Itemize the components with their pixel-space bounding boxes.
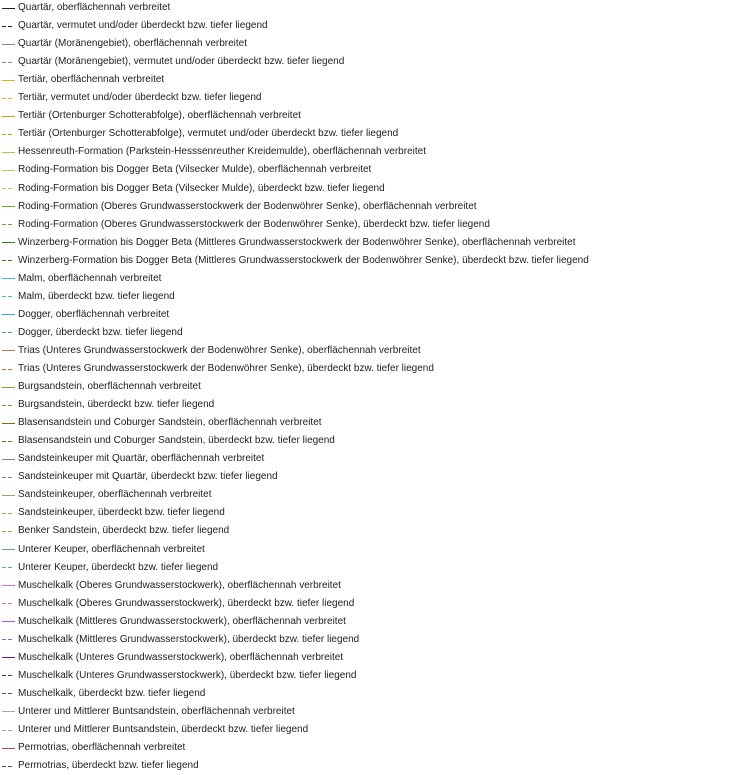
solid-line-swatch — [2, 585, 15, 586]
legend-item-label: Quartär (Moränengebiet), vermutet und/oder überdeckt bzw. tiefer liegend — [18, 56, 345, 68]
legend-item-label: Burgsandstein, überdeckt bzw. tiefer liegend — [18, 399, 215, 411]
legend-item-label: Unterer Keuper, überdeckt bzw. tiefer liegend — [18, 561, 219, 573]
dashed-line-swatch — [2, 260, 15, 261]
legend-item — [2, 53, 344, 71]
dashed-line-swatch — [2, 296, 15, 297]
legend-item-label: Quartär, vermutet und/oder überdeckt bzw. tiefer liegend — [18, 20, 268, 32]
solid-line-swatch — [2, 314, 15, 315]
solid-line-swatch — [2, 748, 15, 749]
legend-item-label: Sandsteinkeuper mit Quartär, oberflächennah verbreitet — [18, 453, 265, 465]
dashed-line-swatch — [2, 26, 15, 27]
legend-item — [2, 288, 175, 306]
legend-item-label: Muschelkalk (Unteres Grundwasserstockwerk), oberflächennah verbreitet — [18, 651, 344, 663]
dashed-line-swatch — [2, 332, 15, 333]
legend-item-label: Blasensandstein und Coburger Sandstein, oberflächennah verbreitet — [18, 417, 322, 429]
solid-line-swatch — [2, 242, 15, 243]
solid-line-swatch — [2, 423, 15, 424]
legend-item — [2, 378, 201, 396]
solid-line-swatch — [2, 549, 15, 550]
solid-line-swatch — [2, 387, 15, 388]
legend-item — [2, 360, 434, 378]
legend-item-label: Burgsandstein, oberflächennah verbreitet — [18, 381, 201, 393]
legend-item — [2, 180, 385, 198]
legend-item — [2, 703, 295, 721]
legend-item — [2, 577, 341, 595]
legend-item — [2, 649, 343, 667]
legend-item — [2, 504, 225, 522]
legend-item — [2, 667, 356, 685]
dashed-line-swatch — [2, 766, 15, 767]
legend-item — [2, 324, 183, 342]
solid-line-swatch — [2, 711, 15, 712]
legend-item-label: Tertiär, oberflächennah verbreitet — [18, 74, 165, 86]
legend-item-label: Muschelkalk (Mittleres Grundwasserstockwerk), überdeckt bzw. tiefer liegend — [18, 633, 360, 645]
legend-item — [2, 71, 164, 89]
legend-item — [2, 198, 477, 216]
legend-item-label: Quartär, oberflächennah verbreitet — [18, 2, 171, 13]
legend-item — [2, 486, 211, 504]
dashed-line-swatch — [2, 693, 15, 694]
legend-item — [2, 234, 575, 252]
legend-item — [2, 685, 205, 703]
legend-item-label: Tertiär (Ortenburger Schotterabfolge), oberflächennah verbreitet — [18, 110, 301, 122]
legend-item — [2, 306, 169, 324]
dashed-line-swatch — [2, 567, 15, 568]
legend-item — [2, 613, 346, 631]
solid-line-swatch — [2, 459, 15, 460]
dashed-line-swatch — [2, 477, 15, 478]
legend-item-label: Tertiär, vermutet und/oder überdeckt bzw. tiefer liegend — [18, 92, 262, 104]
legend-item — [2, 432, 335, 450]
dashed-line-swatch — [2, 531, 15, 532]
dashed-line-swatch — [2, 639, 15, 640]
legend-item-label: Blasensandstein und Coburger Sandstein, überdeckt bzw. tiefer liegend — [18, 435, 335, 447]
legend-item-label: Roding-Formation (Oberes Grundwasserstockwerk der Bodenwöhrer Senke), oberflächennah verbreitet — [18, 200, 477, 212]
dashed-line-swatch — [2, 98, 15, 99]
dashed-line-swatch — [2, 224, 15, 225]
solid-line-swatch — [2, 278, 15, 279]
legend-item — [2, 107, 301, 125]
legend-item — [2, 414, 322, 432]
solid-line-swatch — [2, 495, 15, 496]
legend-item-label: Unterer und Mittlerer Buntsandstein, überdeckt bzw. tiefer liegend — [18, 724, 309, 735]
solid-line-swatch — [2, 152, 15, 153]
solid-line-swatch — [2, 80, 15, 81]
legend-item — [2, 270, 161, 288]
legend-item — [2, 125, 398, 143]
legend-item-label: Unterer und Mittlerer Buntsandstein, oberflächennah verbreitet — [18, 705, 295, 717]
legend-item-label: Trias (Unteres Grundwasserstockwerk der Bodenwöhrer Senke), überdeckt bzw. tiefer liegend — [18, 363, 434, 374]
solid-line-swatch — [2, 170, 15, 171]
legend-item — [2, 595, 354, 613]
legend-item — [2, 0, 170, 17]
legend-item-label: Dogger, überdeckt bzw. tiefer liegend — [18, 326, 183, 338]
solid-line-swatch — [2, 8, 15, 9]
legend-item-label: Muschelkalk (Oberes Grundwasserstockwerk), überdeckt bzw. tiefer liegend — [18, 597, 355, 609]
legend-item — [2, 468, 278, 486]
legend-item — [2, 522, 229, 540]
dashed-line-swatch — [2, 62, 15, 63]
legend-item-label: Permotrias, überdeckt bzw. tiefer liegend — [18, 760, 199, 772]
solid-line-swatch — [2, 116, 15, 117]
legend-item-label: Tertiär (Ortenburger Schotterabfolge), vermutet und/oder überdeckt bzw. tiefer liegend — [18, 128, 399, 140]
legend-item-label: Sandsteinkeuper, überdeckt bzw. tiefer liegend — [18, 507, 225, 519]
legend-item-label: Sandsteinkeuper, oberflächennah verbreitet — [18, 489, 212, 501]
legend-item-label: Roding-Formation bis Dogger Beta (Vilsecker Mulde), überdeckt bzw. tiefer liegend — [18, 182, 385, 194]
legend-item-label: Trias (Unteres Grundwasserstockwerk der Bodenwöhrer Senke), oberflächennah verbreitet — [18, 344, 421, 356]
legend-item — [2, 252, 589, 270]
legend-item — [2, 396, 214, 414]
legend-item-label: Roding-Formation (Oberes Grundwasserstockwerk der Bodenwöhrer Senke), überdeckt bzw. tiefer liegend — [18, 218, 490, 230]
dashed-line-swatch — [2, 513, 15, 514]
legend-item-label: Winzerberg-Formation bis Dogger Beta (Mittleres Grundwasserstockwerk der Bodenwöhrer Senke), oberflächennah verbreitet — [18, 236, 576, 248]
legend-item — [2, 739, 185, 757]
solid-line-swatch — [2, 206, 15, 207]
legend-item — [2, 450, 264, 468]
legend-item — [2, 541, 205, 559]
legend-item-label: Malm, überdeckt bzw. tiefer liegend — [18, 290, 175, 302]
legend-item-label: Muschelkalk (Oberes Grundwasserstockwerk), oberflächennah verbreitet — [18, 579, 341, 591]
dashed-line-swatch — [2, 188, 15, 189]
legend-item-label: Winzerberg-Formation bis Dogger Beta (Mittleres Grundwasserstockwerk der Bodenwöhrer Senke), überdeckt bzw. tiefer liegend — [18, 254, 589, 266]
dashed-line-swatch — [2, 675, 15, 676]
legend-item — [2, 631, 359, 649]
dashed-line-swatch — [2, 603, 15, 604]
legend-item — [2, 559, 218, 577]
solid-line-swatch — [2, 350, 15, 351]
legend-item — [2, 161, 371, 179]
dashed-line-swatch — [2, 441, 15, 442]
legend-item — [2, 216, 490, 234]
legend-item — [2, 757, 199, 775]
legend-item-label: Malm, oberflächennah verbreitet — [18, 272, 162, 284]
legend-item-label: Hessenreuth-Formation (Parkstein-Hesssenreuther Kreidemulde), oberflächennah verbreitet — [18, 146, 426, 158]
legend-item — [2, 721, 308, 739]
dashed-line-swatch — [2, 730, 15, 731]
dashed-line-swatch — [2, 369, 15, 370]
solid-line-swatch — [2, 621, 15, 622]
legend-item-label: Unterer Keuper, oberflächennah verbreitet — [18, 543, 205, 555]
legend-item-label: Quartär (Moränengebiet), oberflächennah verbreitet — [18, 38, 248, 50]
legend-item-label: Muschelkalk (Unteres Grundwasserstockwerk), überdeckt bzw. tiefer liegend — [18, 669, 357, 681]
legend-item-label: Benker Sandstein, überdeckt bzw. tiefer liegend — [18, 525, 230, 537]
legend-item — [2, 89, 261, 107]
dashed-line-swatch — [2, 134, 15, 135]
legend-item-label: Muschelkalk (Mittleres Grundwasserstockwerk), oberflächennah verbreitet — [18, 615, 346, 627]
legend-item-label: Dogger, oberflächennah verbreitet — [18, 308, 170, 320]
legend-item-label: Permotrias, oberflächennah verbreitet — [18, 742, 186, 754]
legend-item-label: Roding-Formation bis Dogger Beta (Vilsecker Mulde), oberflächennah verbreitet — [18, 164, 372, 176]
legend-item — [2, 342, 421, 360]
legend-item — [2, 143, 426, 161]
solid-line-swatch — [2, 44, 15, 45]
legend-item — [2, 17, 268, 35]
legend-item — [2, 35, 247, 53]
legend-item-label: Sandsteinkeuper mit Quartär, überdeckt bzw. tiefer liegend — [18, 471, 278, 483]
solid-line-swatch — [2, 657, 15, 658]
legend-item-label: Muschelkalk, überdeckt bzw. tiefer liegend — [18, 687, 206, 699]
dashed-line-swatch — [2, 405, 15, 406]
